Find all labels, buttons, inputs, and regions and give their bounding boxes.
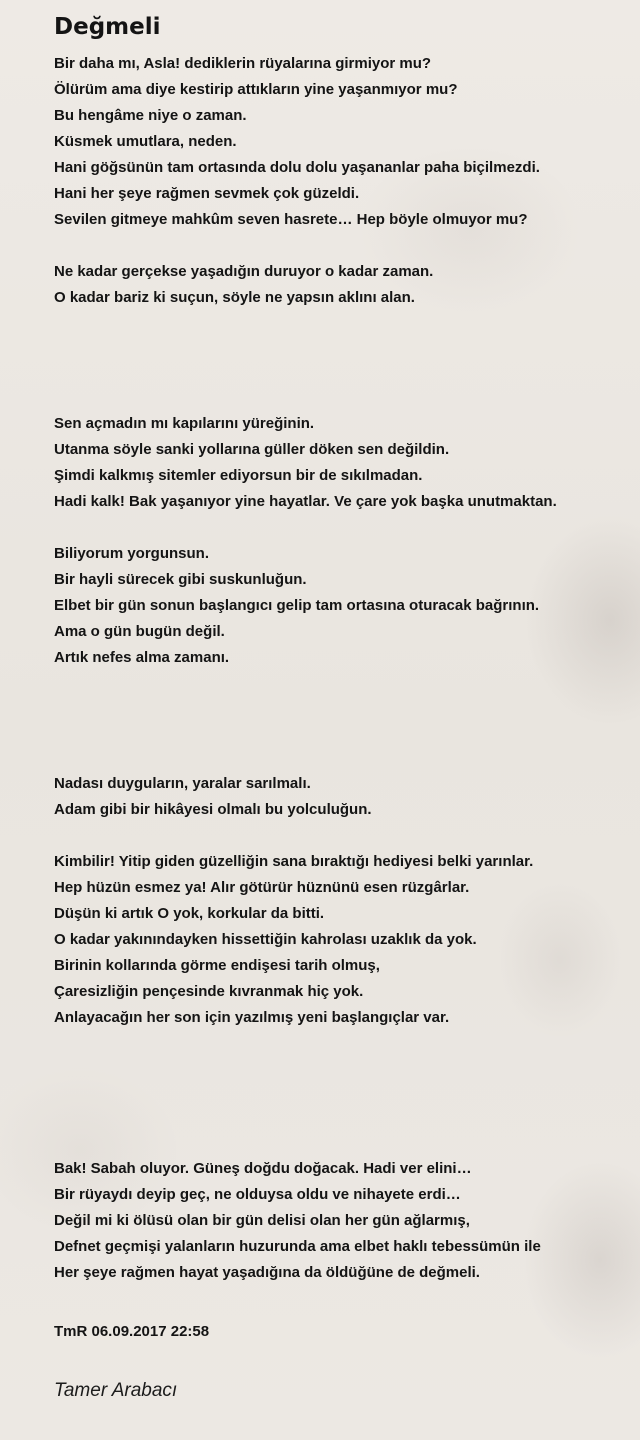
poem-line: Bu hengâme niye o zaman. [54,107,247,124]
poem-line: Utanma söyle sanki yollarına güller döken sen değildin. [54,441,450,458]
poem-line: Biliyorum yorgunsun. [54,545,210,562]
poem-line: Defnet geçmişi yalanların huzurunda ama elbet haklı tebessümün ile [54,1238,541,1255]
poem-line: Hani her şeye rağmen sevmek çok güzeldi. [54,185,360,202]
poem-line: Hani göğsünün tam ortasında dolu dolu yaşananlar paha biçilmezdi. [54,159,540,176]
poem-line: Nadası duyguların, yaralar sarılmalı. [54,775,311,792]
poem-line: Şimdi kalkmış sitemler ediyorsun bir de sıkılmadan. [54,467,423,484]
poem-line: Kimbilir! Yitip giden güzelliğin sana bıraktığı hediyesi belki yarınlar. [54,853,534,870]
poem-line: O kadar bariz ki suçun, söyle ne yapsın aklını alan. [54,289,415,306]
poem-line: Değil mi ki ölüsü olan bir gün delisi olan her gün ağlarmış, [54,1212,470,1229]
poem-line: Hep hüzün esmez ya! Alır götürür hüznünü esen rüzgârlar. [54,879,470,896]
poem-line: Düşün ki artık O yok, korkular da bitti. [54,905,325,922]
poem-line: Küsmek umutlara, neden. [54,133,237,150]
poem-line: Ölürüm ama diye kestirip attıkların yine yaşanmıyor mu? [54,81,458,98]
poem-line: Sen açmadın mı kapılarını yüreğinin. [54,415,315,432]
poem-line: Bir rüyaydı deyip geç, ne olduysa oldu ve nihayete erdi… [54,1186,461,1203]
poem-line: Birinin kollarında görme endişesi tarih olmuş, [54,957,380,974]
poem-line: Ama o gün bugün değil. [54,623,225,640]
poem-line: Bak! Sabah oluyor. Güneş doğdu doğacak. Hadi ver elini… [54,1160,472,1177]
poem-line: Çaresizliğin pençesinde kıvranmak hiç yok. [54,983,364,1000]
poem-line: Her şeye rağmen hayat yaşadığına da öldüğüne de değmeli. [54,1264,480,1281]
poem-line: Bir hayli sürecek gibi suskunluğun. [54,571,307,588]
poem-line: Bir daha mı, Asla! dediklerin rüyalarına girmiyor mu? [54,55,432,72]
poem-line: Ne kadar gerçekse yaşadığın duruyor o kadar zaman. [54,263,434,280]
poem-author: Tamer Arabacı [54,1380,178,1401]
poem-line: Elbet bir gün sonun başlangıcı gelip tam ortasına oturacak bağrının. [54,597,540,614]
poem-title: Değmeli [54,14,161,40]
poem-line: Anlayacağın her son için yazılmış yeni başlangıçlar var. [54,1009,450,1026]
poem-line: Artık nefes alma zamanı. [54,649,230,666]
poem-line: O kadar yakınındayken hissettiğin kahrolası uzaklık da yok. [54,931,477,948]
poem-line: Adam gibi bir hikâyesi olmalı bu yolculuğun. [54,801,372,818]
poem-signature: TmR 06.09.2017 22:58 [54,1323,210,1340]
poem-line: Sevilen gitmeye mahkûm seven hasrete… Hep böyle olmuyor mu? [54,211,528,228]
poem-line: Hadi kalk! Bak yaşanıyor yine hayatlar. Ve çare yok başka unutmaktan. [54,493,557,510]
